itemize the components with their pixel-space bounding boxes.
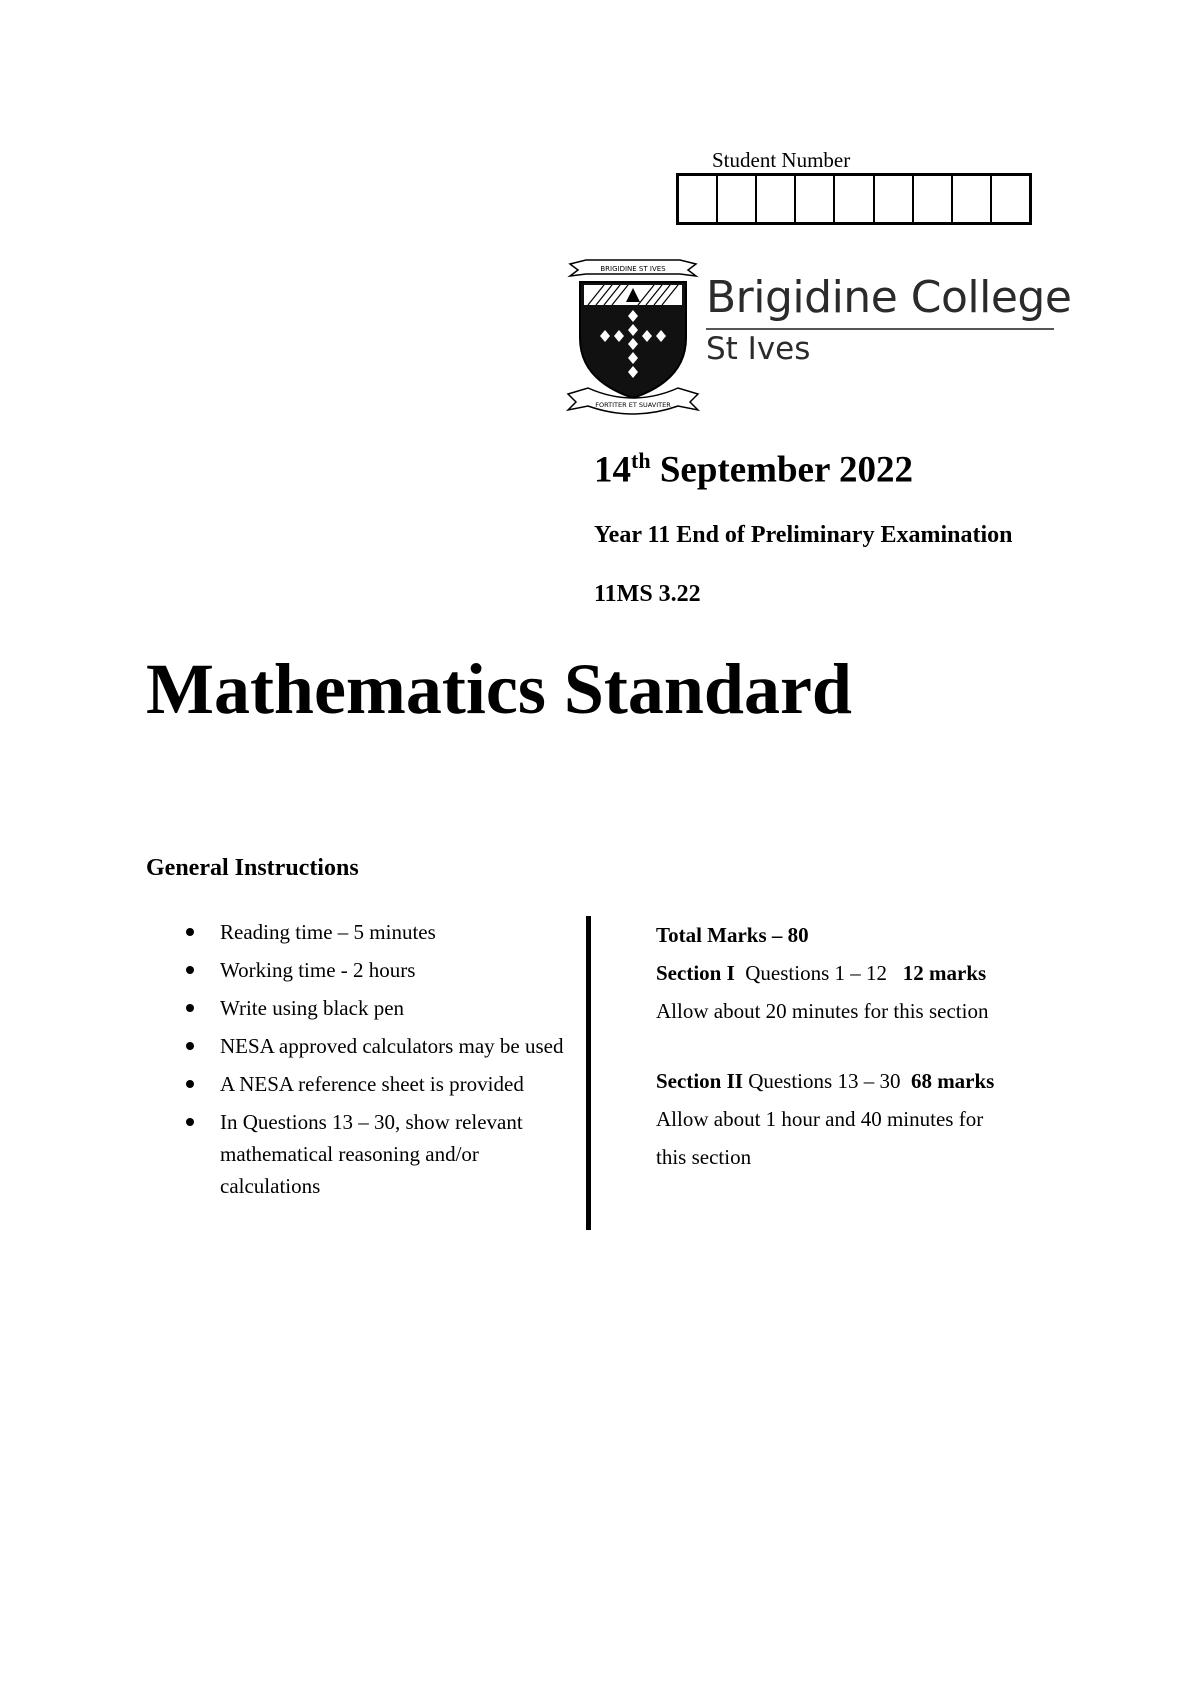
student-number-box[interactable] <box>992 176 1029 222</box>
section-2-time-line-1: Allow about 1 hour and 40 minutes for <box>656 1107 984 1131</box>
instructions-list <box>180 916 580 1208</box>
college-campus: St Ives <box>706 331 811 367</box>
list-item: A NESA reference sheet is provided <box>180 1068 580 1100</box>
total-marks-text: Total Marks – 80 <box>656 923 809 947</box>
college-crest-icon <box>566 258 700 416</box>
student-number-box[interactable] <box>679 176 718 222</box>
exam-date-day: 14 <box>594 449 631 491</box>
college-name-rule <box>706 328 1054 330</box>
exam-date-suffix: th <box>631 448 651 473</box>
student-number-box[interactable] <box>835 176 874 222</box>
section-2-marks: 68 marks <box>910 1069 995 1093</box>
college-name: Brigidine College <box>706 272 1072 323</box>
section-1-questions: Questions 1 – 12 <box>745 961 887 985</box>
student-number-label: Student Number <box>712 148 851 172</box>
student-number-box[interactable] <box>875 176 914 222</box>
general-instructions-heading: General Instructions <box>146 855 359 881</box>
section-1-time: Allow about 20 minutes for this section <box>656 999 989 1023</box>
crest-banner-top: BRIGIDINE ST IVES <box>600 265 666 273</box>
exam-name: Year 11 End of Preliminary Examination <box>594 522 1013 548</box>
student-number-box[interactable] <box>953 176 992 222</box>
marks-panel <box>656 916 1096 1176</box>
total-marks <box>656 916 1096 954</box>
student-number-box[interactable] <box>914 176 953 222</box>
section-1-marks: 12 marks <box>902 961 987 985</box>
exam-date-rest: September 2022 <box>650 449 913 491</box>
list-item: Reading time – 5 minutes <box>180 916 580 948</box>
student-number-boxes[interactable] <box>676 173 1032 225</box>
section-2-label: Section II <box>656 1069 743 1093</box>
student-number-box[interactable] <box>796 176 835 222</box>
section-1-summary <box>656 954 1096 992</box>
section-2-questions: Questions 13 – 30 <box>748 1069 901 1093</box>
list-item: NESA approved calculators may be used <box>180 1030 580 1062</box>
column-divider <box>586 916 591 1230</box>
section-2-time-line-2: this section <box>656 1145 752 1169</box>
section-1-label: Section I <box>656 961 735 985</box>
list-item: Working time - 2 hours <box>180 954 580 986</box>
student-number-box[interactable] <box>757 176 796 222</box>
subject-title: Mathematics Standard <box>146 649 852 729</box>
section-2-summary <box>656 1062 1096 1100</box>
exam-code: 11MS 3.22 <box>594 581 701 607</box>
list-item: Write using black pen <box>180 992 580 1024</box>
list-item: In Questions 13 – 30, show relevant mathematical reasoning and/or calculations <box>180 1106 580 1202</box>
crest-banner-bottom: FORTITER ET SUAVITER <box>595 401 671 409</box>
exam-date <box>594 448 913 491</box>
student-number-box[interactable] <box>718 176 757 222</box>
